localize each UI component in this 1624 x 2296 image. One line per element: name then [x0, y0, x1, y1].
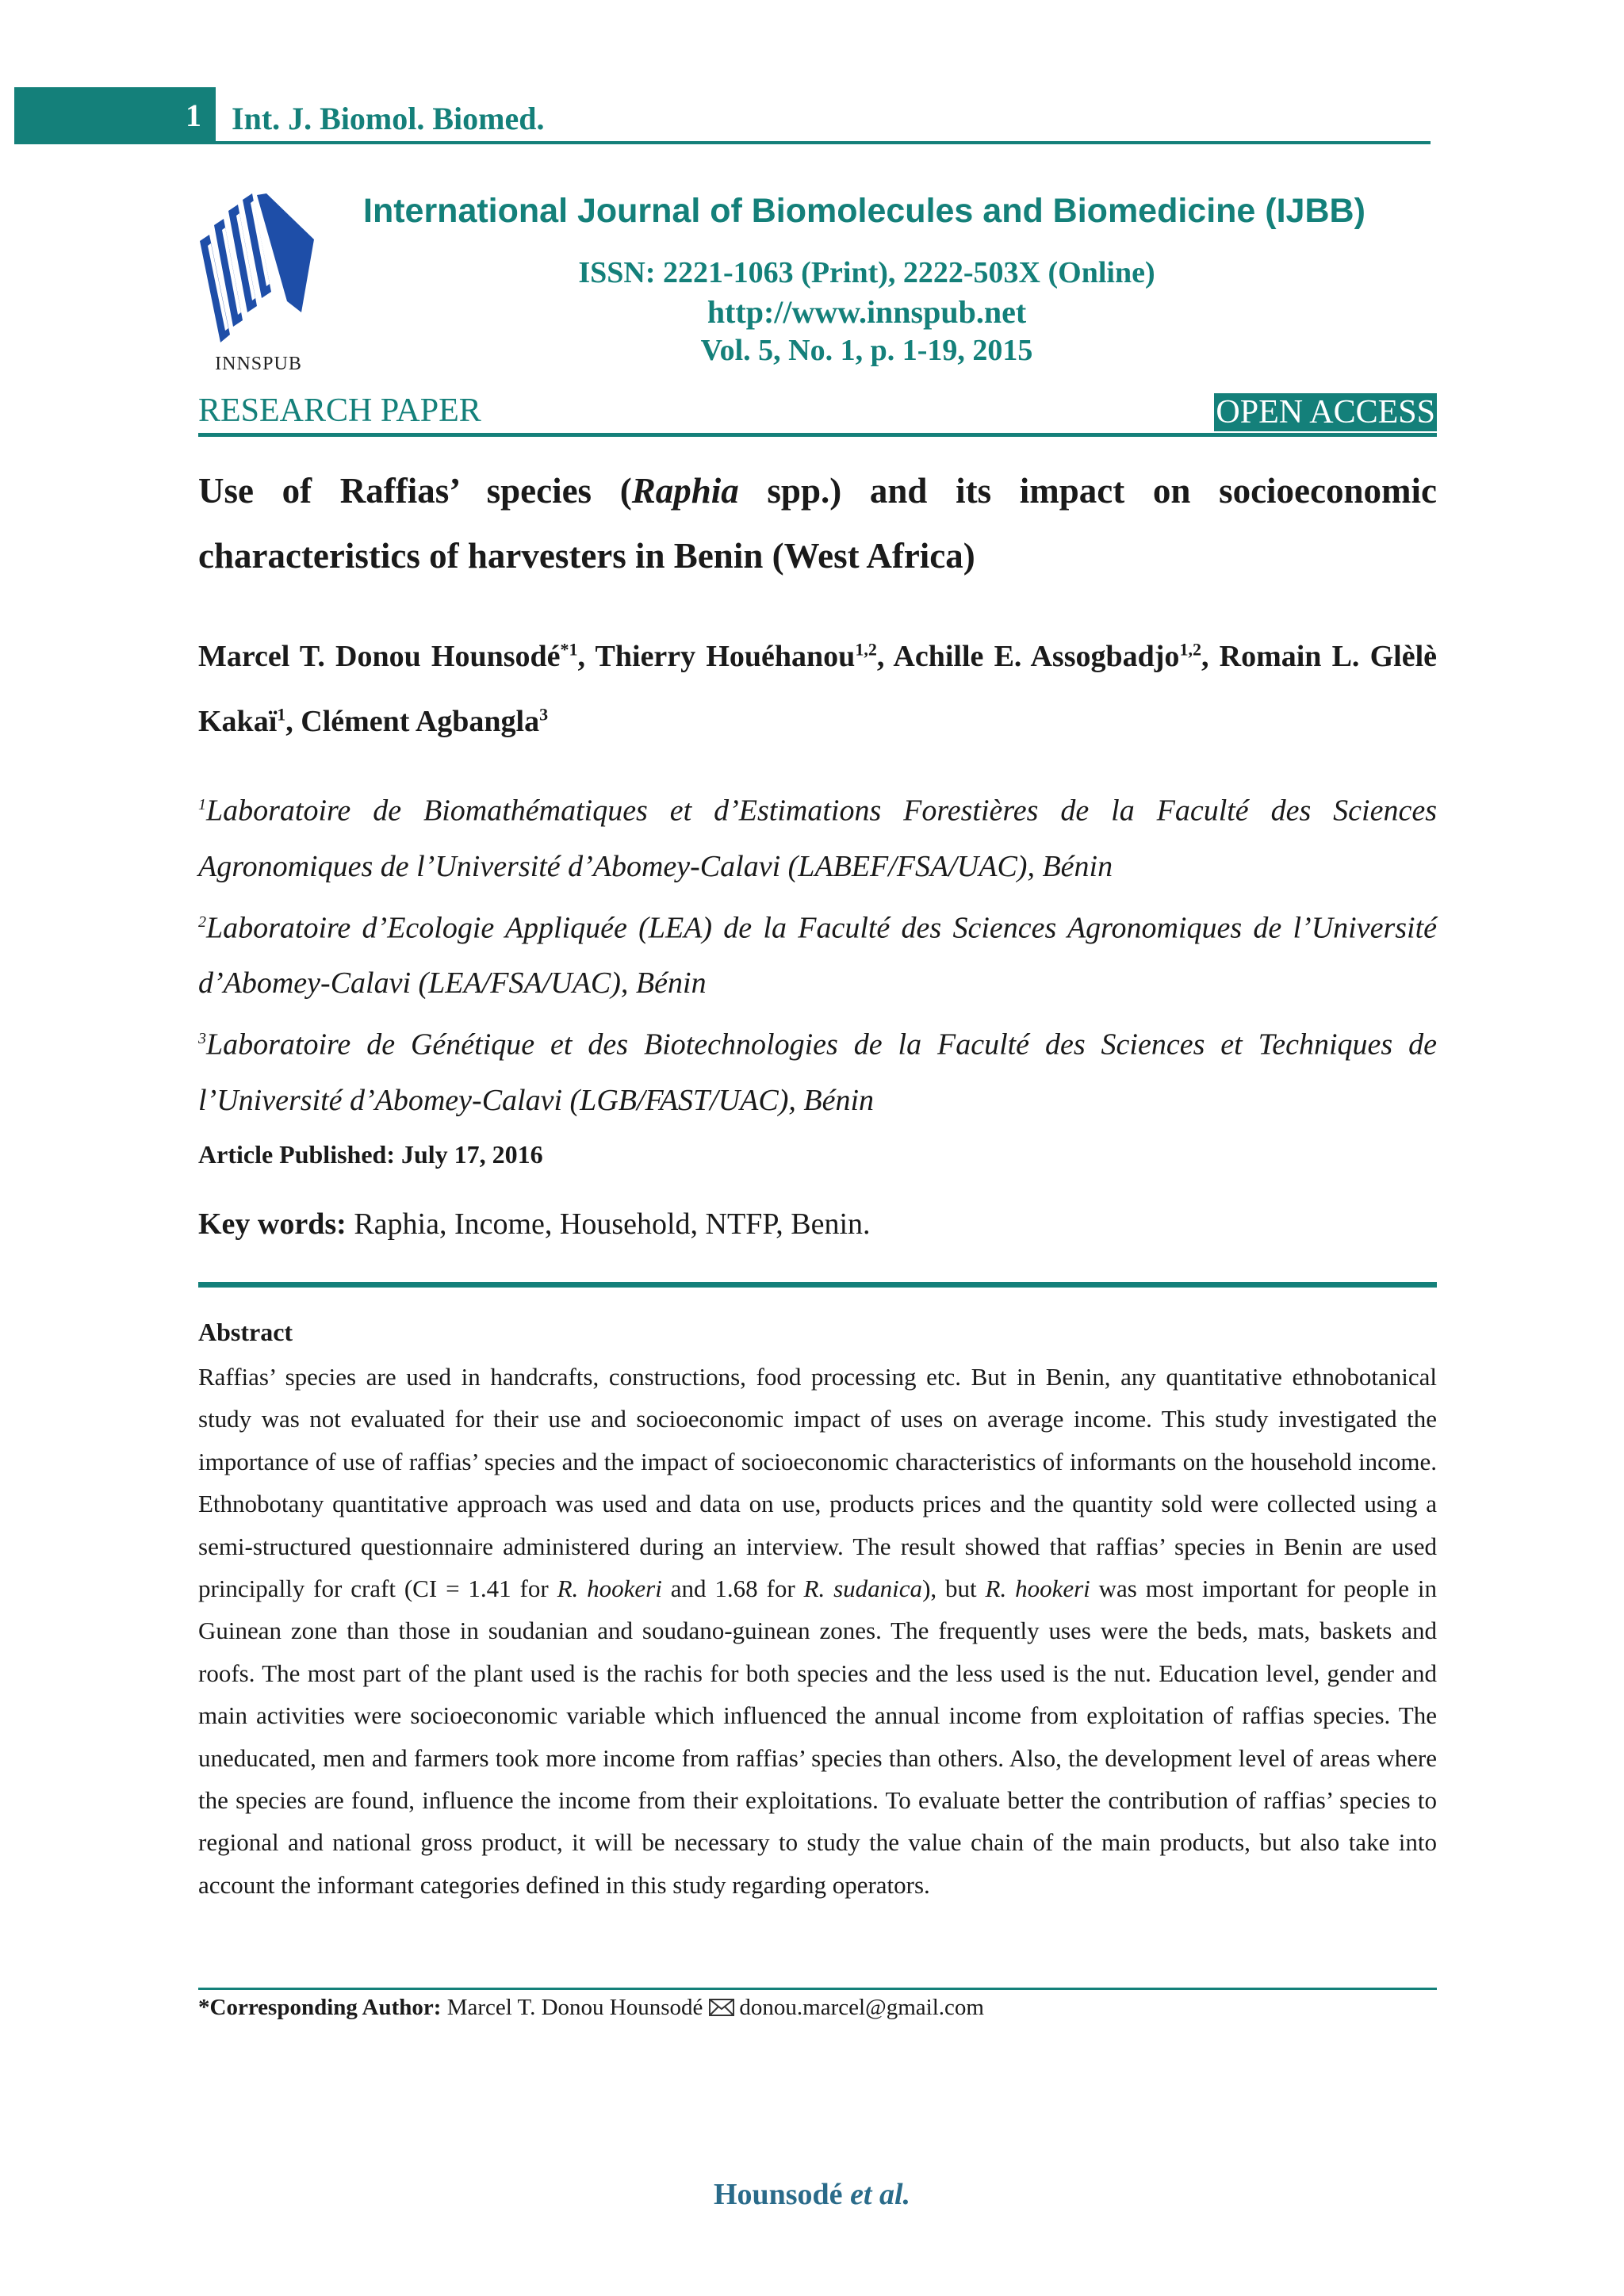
journal-name: International Journal of Biomolecules and Biomedicine (IJBB)	[363, 192, 1365, 230]
innspub-logo-icon	[198, 193, 317, 342]
author-list	[198, 620, 1437, 751]
author: Romain L. Glèlè Kakaï$^1$,	[198, 639, 1438, 739]
affiliations	[198, 777, 1437, 1128]
keywords-rule	[198, 1282, 1437, 1288]
logo-text: INNSPUB	[215, 354, 302, 374]
email-link[interactable]: donou.marcel@gmail.com	[739, 1995, 984, 2020]
affiliation: $^1$Laboratoire de Biomathématiques et d’Estimations Forestières de la Faculté des Sciences Agronomiques de l’Université d’Abomey-Calavi (LABEF/FSA/UAC), Bénin	[198, 794, 1437, 883]
section-rule	[198, 433, 1437, 437]
affiliation: $^3$Laboratoire de Génétique et des Biotechnologies de la Faculté des Sciences et Techniques de l’Université d’Abomey-Calavi (LGB/FAST/UAC), Bénin	[198, 1027, 1437, 1117]
abstract-rule	[198, 1988, 1437, 1990]
open-access-label: OPEN ACCESS	[1216, 394, 1435, 430]
author: Thierry Houéhanou$^{1,2}$,	[595, 639, 894, 673]
title-genus: Raphia	[631, 471, 739, 511]
keywords: Key words: Raphia, Income, Household, NTFP, Benin.	[198, 1207, 871, 1241]
corresponding-author: *Corresponding Author: Marcel T. Donou Hounsodé donou.marcel@gmail.com	[198, 1995, 984, 2020]
page-footer: Hounsodé et al.	[713, 2178, 911, 2211]
abstract-heading: Abstract	[198, 1318, 293, 1346]
journal-volume: Vol. 5, No. 1, p. 1-19, 2015	[700, 334, 1033, 367]
author: Clément Agbangla$^3$	[301, 704, 549, 739]
author: Marcel T. Donou Hounsodé$^{*1}$,	[198, 639, 596, 673]
envelope-icon	[709, 1999, 734, 2016]
research-paper-label: RESEARCH PAPER	[198, 392, 481, 429]
author: Achille E. Assogbadjo$^{1,2}$,	[893, 639, 1220, 673]
header-rule	[14, 141, 1431, 144]
abstract-text: Raffias’ species are used in handcrafts, constructions, food processing etc. But in Benin, any quantitative ethnobotanical study was not evaluated for their use and socioeconomic impact of uses on average income. This study investigated the importance of use of raffias’ species and the impact of socioeconomic characteristics of informants on the household income. Ethnobotany quantitative approach was used and data on use, products prices and the quantity sold were collected using a semi-structured questionnaire administered during an interview. The result showed that raffias’ species in Benin are used principally for craft (CI = 1.41 for R. hookeri and 1.68 for R. sudanica), but R. hookeri was most important for people in Guinean zone than those in soudanian and soudano-guinean zones. The frequently uses were the beds, mats, baskets and roofs. The most part of the plant used is the rachis for both species and the less used is the nut. Education level, gender and main activities were socioeconomic variable which influenced the annual income from exploitation of raffias species. The uneducated, men and farmers took more income from raffias’ species than others. Also, the development level of areas where the species are found, influence the income from their exploitations. To evaluate better the contribution of raffias’ species to regional and national gross product, it will be necessary to study the value chain of the main products, but also take into account the informant categories defined in this study regarding operators.	[198, 1363, 1437, 1899]
running-journal-title: Int. J. Biomol. Biomed.	[232, 101, 545, 136]
open-access-badge	[1214, 393, 1437, 433]
published-date: Article Published: July 17, 2016	[198, 1140, 543, 1169]
affiliation: $^2$Laboratoire d’Ecologie Appliquée (LEA) de la Faculté des Sciences Agronomiques de l’Université d’Abomey-Calavi (LEA/FSA/UAC), Bénin	[198, 911, 1437, 1001]
journal-issn: ISSN: 2221-1063 (Print), 2222-503X (Online)	[578, 256, 1155, 289]
article-title: Use of Raffias’ species (Raphia spp.) and its impact on socioeconomic characteristics of harvesters in Benin (West Africa)	[198, 471, 1437, 576]
page-number: 1	[186, 98, 201, 133]
journal-url-link[interactable]: http://www.innspub.net	[707, 294, 1027, 330]
